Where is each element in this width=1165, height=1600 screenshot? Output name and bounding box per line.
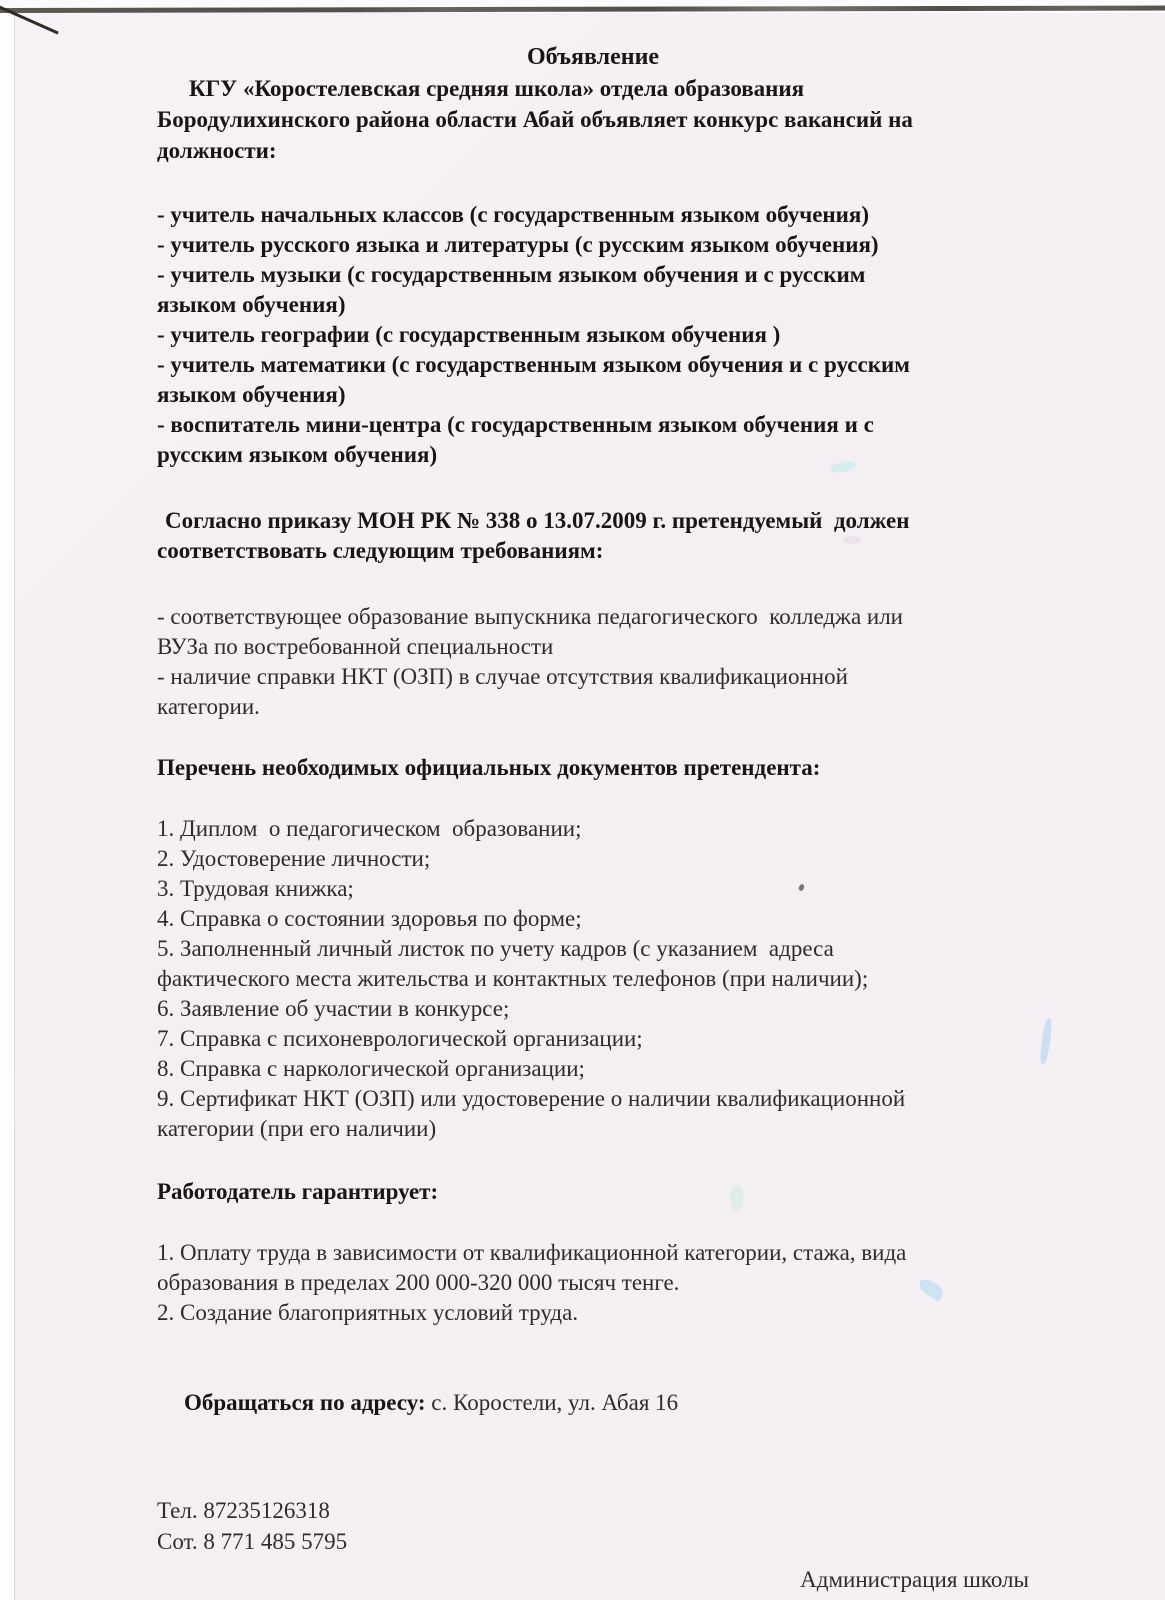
- position-line: - учитель русского языка и литературы (с русским языком обучения): [157, 232, 879, 257]
- contact-line: Тел. 87235126318: [157, 1498, 330, 1523]
- address-line: [157, 1358, 1029, 1448]
- documents-heading: Перечень необходимых официальных документов претендента:: [157, 755, 821, 780]
- document-line: 3. Трудовая книжка;: [157, 876, 354, 901]
- position-line: языком обучения): [157, 382, 346, 407]
- guarantee-line: образования в пределах 200 000-320 000 тысяч тенге.: [157, 1270, 680, 1295]
- position-line: языком обучения): [157, 292, 346, 317]
- document-line: 8. Справка с наркологической организации;: [157, 1056, 585, 1081]
- position-line: - учитель математики (с государственным языком обучения и с русским: [157, 352, 910, 377]
- intro-line: КГУ «Коростелевская средняя школа» отдела образования: [189, 76, 805, 101]
- document-line: 2. Удостоверение личности;: [157, 846, 431, 871]
- positions-list: [157, 200, 1029, 470]
- guarantee-line: 1. Оплату труда в зависимости от квалификационной категории, стажа, вида: [157, 1240, 907, 1265]
- document-line: 6. Заявление об участии в конкурсе;: [157, 996, 510, 1021]
- intro-line: Бородулихинского района области Абай объявляет конкурс вакансий на: [157, 107, 913, 132]
- contact-line: Сот. 8 771 485 5795: [157, 1529, 348, 1554]
- intro-line: должности:: [157, 138, 277, 163]
- guarantee-line: 2. Создание благоприятных условий труда.: [157, 1300, 579, 1325]
- signature: Администрация школы: [800, 1567, 1029, 1592]
- address-label: Обращаться по адресу:: [184, 1390, 426, 1415]
- address-value: с. Коростели, ул. Абая 16: [425, 1390, 679, 1415]
- document-body: [157, 42, 1029, 1595]
- position-line: - учитель музыки (с государственным языком обучения и с русским: [157, 262, 866, 287]
- intro-paragraph: [157, 73, 1029, 166]
- documents-list: [157, 814, 1029, 1144]
- employer-guarantees-heading: Работодатель гарантирует:: [157, 1179, 439, 1204]
- position-line: - учитель начальных классов (с государственным языком обучения): [157, 202, 870, 227]
- document-line: фактического места жительства и контактных телефонов (при наличии);: [157, 966, 869, 991]
- scan-top-line: [0, 6, 1165, 13]
- scan-left-edge: [0, 0, 15, 1600]
- requirement-line: - соответствующее образование выпускника педагогического колледжа или: [157, 604, 903, 629]
- guarantees-list: [157, 1238, 1029, 1328]
- position-line: - воспитатель мини-центра (с государственным языком обучения и с: [157, 412, 874, 437]
- position-line: русским языком обучения): [157, 442, 438, 467]
- document-line: 1. Диплом о педагогическом образовании;: [157, 816, 582, 841]
- requirement-line: категории.: [157, 694, 260, 719]
- position-line: - учитель географии (с государственным языком обучения ): [157, 322, 781, 347]
- document-line: 5. Заполненный личный листок по учету кадров (с указанием адреса: [157, 936, 834, 961]
- document-line: 4. Справка о состоянии здоровья по форме;: [157, 906, 582, 931]
- order-paragraph: [157, 506, 1029, 566]
- requirement-line: - наличие справки НКТ (ОЗП) в случае отсутствия квалификационной: [157, 664, 848, 689]
- document-line: 7. Справка с психоневрологической организации;: [157, 1026, 643, 1051]
- document-line: категории (при его наличии): [157, 1116, 437, 1141]
- order-line: Согласно приказу МОН РК № 338 о 13.07.2009 г. претендуемый должен: [165, 508, 910, 533]
- requirement-line: ВУЗа по востребованной специальности: [157, 634, 554, 659]
- page-title: Объявление: [526, 44, 660, 70]
- document-line: 9. Сертификат НКТ (ОЗП) или удостоверение о наличии квалификационной: [157, 1086, 906, 1111]
- contact-block: [157, 1495, 1029, 1557]
- requirements-list: [157, 602, 1029, 722]
- order-line: соответствовать следующим требованиям:: [157, 538, 604, 563]
